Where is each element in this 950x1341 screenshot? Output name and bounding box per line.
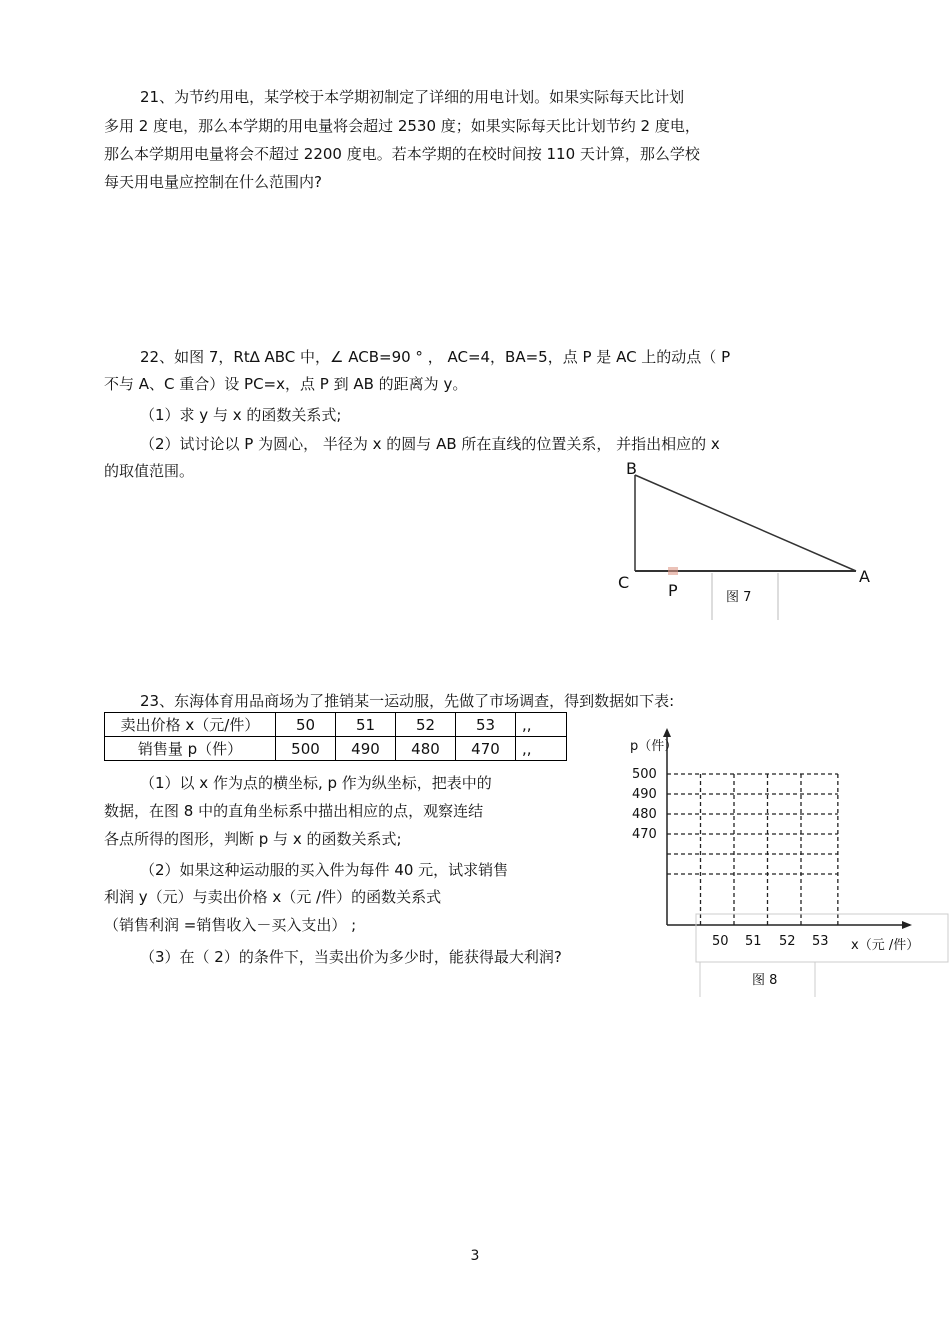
- x-tick-label: 51: [745, 934, 762, 949]
- q23-part-1a: （1）以 x 作为点的横坐标, p 作为纵坐标，把表中的: [140, 774, 492, 792]
- table-cell: 50: [276, 713, 336, 737]
- table-cell: 470: [456, 737, 516, 761]
- price-sales-table: [104, 712, 567, 761]
- q21-line-3: 那么本学期用电量将会不超过 2200 度电。若本学期的在校时间按 110 天计算，那么学校: [104, 145, 700, 163]
- q23-part-3: （3）在（ 2）的条件下，当卖出价为多少时，能获得最大利润?: [140, 948, 562, 966]
- table-cell: ,,: [516, 713, 567, 737]
- figure-8-chart: [610, 725, 950, 1000]
- q21-line-4: 每天用电量应控制在什么范围内?: [104, 173, 322, 191]
- table-cell: 490: [336, 737, 396, 761]
- y-axis-label: p（件）: [630, 739, 678, 754]
- point-p-label: P: [668, 581, 678, 600]
- table-cell: 51: [336, 713, 396, 737]
- table-cell: ,,: [516, 737, 567, 761]
- x-tick-label: 50: [712, 934, 729, 949]
- q22-line-1: 22、如图 7，Rt∆ ABC 中，∠ ACB=90 ° ， AC=4，BA=5，点 P 是 AC 上的动点（ P: [140, 348, 731, 366]
- q23-part-2a: （2）如果这种运动服的买入件为每件 40 元，试求销售: [140, 861, 509, 879]
- q23-part-2c: （销售利润 =销售收入－买入支出） ;: [104, 916, 357, 934]
- q23-intro: 23、东海体育用品商场为了推销某一运动服，先做了市场调查，得到数据如下表:: [140, 692, 675, 710]
- x-tick-label: 53: [812, 934, 829, 949]
- table-cell: 480: [396, 737, 456, 761]
- q21-line-2: 多用 2 度电，那么本学期的用电量将会超过 2530 度；如果实际每天比计划节约 2 度电，: [104, 117, 700, 135]
- table-row: [105, 737, 567, 761]
- q23-part-1b: 数据，在图 8 中的直角坐标系中描出相应的点，观察连结: [104, 802, 484, 820]
- y-tick-label: 470: [632, 827, 657, 842]
- table-cell: 500: [276, 737, 336, 761]
- y-tick-label: 480: [632, 807, 657, 822]
- figure-7-caption: 图 7: [726, 590, 752, 605]
- table-cell: 53: [456, 713, 516, 737]
- page-number: 3: [470, 1248, 480, 1264]
- table-cell: 销售量 p（件）: [105, 737, 276, 761]
- q22-line-5: 的取值范围。: [104, 462, 195, 480]
- point-c-label: C: [618, 573, 630, 592]
- q22-line-2: 不与 A、C 重合）设 PC=x，点 P 到 AB 的距离为 y。: [104, 375, 468, 393]
- table-row: [105, 713, 567, 737]
- figure-8-caption: 图 8: [752, 973, 778, 988]
- x-tick-label: 52: [779, 934, 796, 949]
- q23-part-2b: 利润 y（元）与卖出价格 x（元 /件）的函数关系式: [104, 888, 442, 906]
- q21-line-1: 21、为节约用电，某学校于本学期初制定了详细的用电计划。如果实际每天比计划: [140, 88, 685, 106]
- y-tick-label: 500: [632, 767, 657, 782]
- q23-part-1c: 各点所得的图形，判断 p 与 x 的函数关系式;: [104, 830, 402, 848]
- table-cell: 卖出价格 x（元/件）: [105, 713, 276, 737]
- point-a-label: A: [859, 567, 870, 586]
- x-axis-label: x（元 /件）: [851, 938, 920, 953]
- point-b-label: B: [626, 459, 637, 478]
- q22-part-1: （1）求 y 与 x 的函数关系式;: [140, 406, 342, 424]
- q22-part-2: （2）试讨论以 P 为圆心， 半径为 x 的圆与 AB 所在直线的位置关系， 并指出相应的 x: [140, 435, 720, 453]
- y-tick-label: 490: [632, 787, 657, 802]
- table-cell: 52: [396, 713, 456, 737]
